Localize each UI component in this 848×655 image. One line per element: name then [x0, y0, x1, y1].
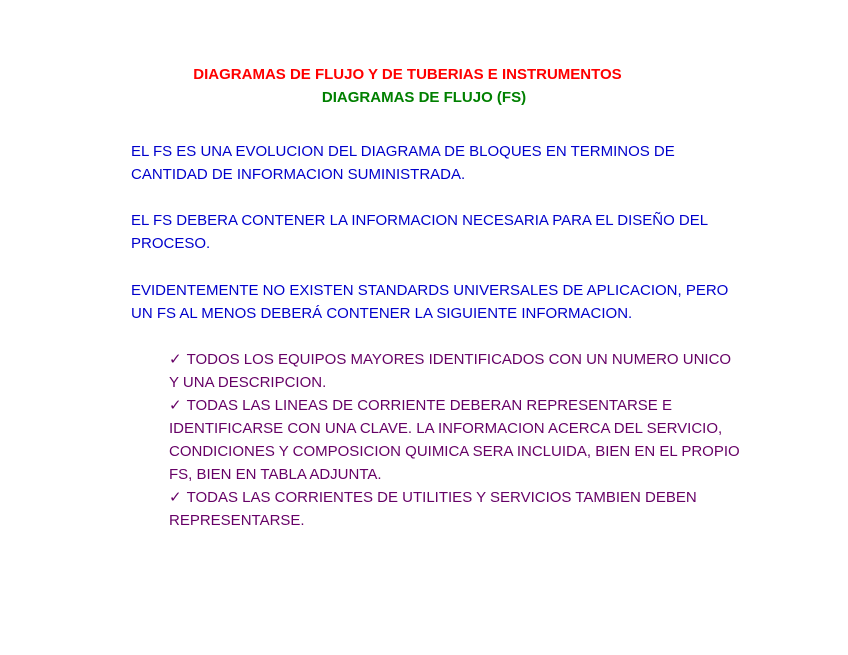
checkmark-icon: ✓	[169, 351, 182, 368]
list-item	[169, 348, 744, 394]
slide-title-block	[0, 63, 848, 109]
list-item-text: TODAS LAS CORRIENTES DE UTILITIES Y SERVICIOS TAMBIEN DEBEN REPRESENTARSE.	[169, 489, 697, 529]
list-item-text: TODAS LAS LINEAS DE CORRIENTE DEBERAN REPRESENTARSE E IDENTIFICARSE CON UNA CLAVE. LA INFORMACION ACERCA DEL SERVICIO, CONDICIONES Y COMPOSICION QUIMICA SERA INCLUIDA, BIEN EN EL PROPIO FS, BIEN EN TABLA ADJUNTA.	[169, 397, 740, 483]
checkmark-icon: ✓	[169, 397, 182, 414]
paragraph-evolution: EL FS ES UNA EVOLUCION DEL DIAGRAMA DE BLOQUES EN TERMINOS DE CANTIDAD DE INFORMACION SUMINISTRADA.	[131, 143, 675, 183]
list-item	[169, 486, 744, 532]
paragraph-standards: EVIDENTEMENTE NO EXISTEN STANDARDS UNIVERSALES DE APLICACION, PERO UN FS AL MENOS DEBERÁ CONTENER LA SIGUIENTE INFORMACION.	[131, 282, 729, 322]
slide-title: DIAGRAMAS DE FLUJO Y DE TUBERIAS E INSTRUMENTOS	[193, 66, 622, 83]
checkmark-icon: ✓	[169, 489, 182, 506]
list-item-text: TODOS LOS EQUIPOS MAYORES IDENTIFICADOS CON UN NUMERO UNICO Y UNA DESCRIPCION.	[169, 351, 732, 391]
slide-subtitle: DIAGRAMAS DE FLUJO (FS)	[321, 89, 527, 106]
paragraph-content: EL FS DEBERA CONTENER LA INFORMACION NECESARIA PARA EL DISEÑO DEL PROCESO.	[131, 212, 708, 252]
requirements-list	[169, 348, 744, 532]
list-item	[169, 394, 744, 486]
